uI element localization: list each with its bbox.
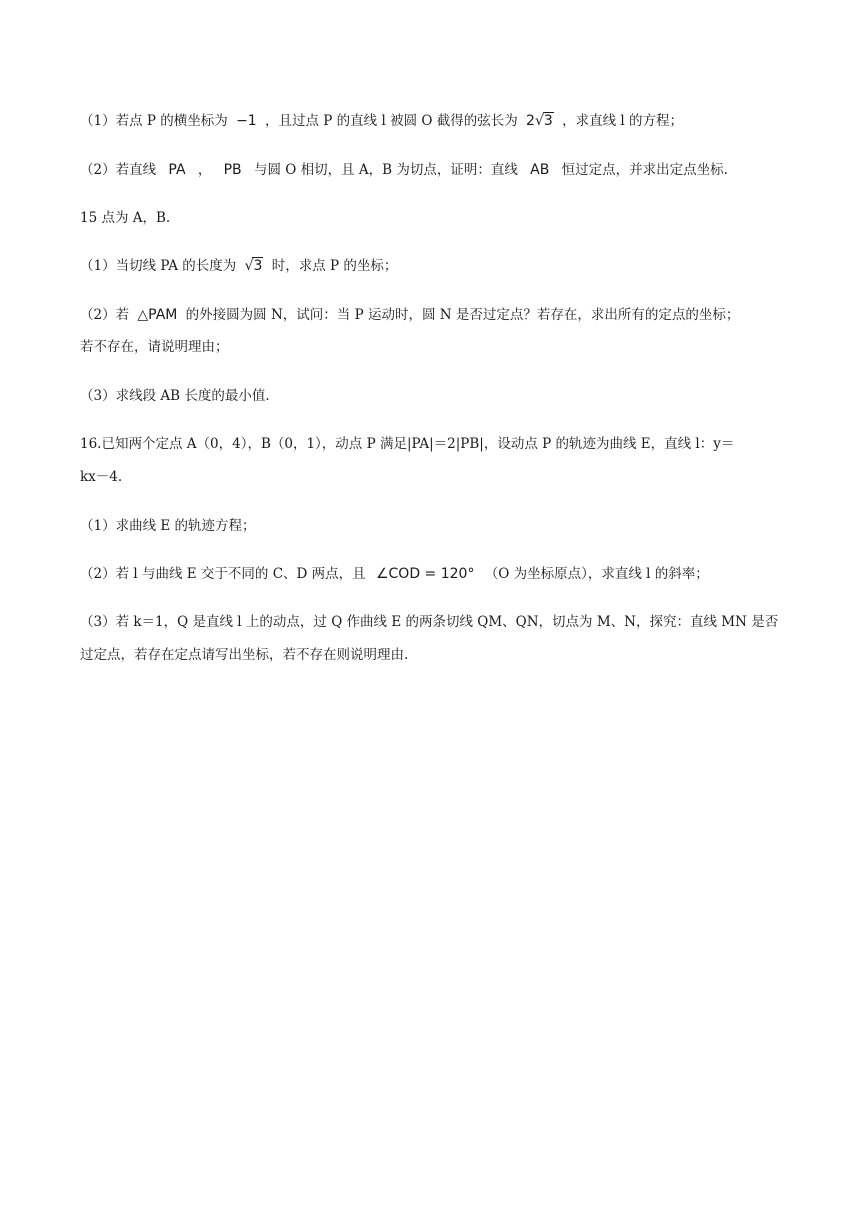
q14-part2-text-b: ， <box>197 162 212 178</box>
q14-part2-pb: PB <box>223 162 242 178</box>
q14-part1 <box>80 111 683 131</box>
q15-part2 <box>80 305 739 325</box>
q16-part2-text-a: （2）若 l 与曲线 E 交于不同的 C、D 两点，且 <box>80 566 366 582</box>
q15-part1-text-a: （1）当切线 PA 的长度为 <box>80 258 237 274</box>
q14-part1-chord-length <box>526 111 554 131</box>
q16-part3-cont: 过定点，若存在定点请写出坐标，若不存在则说明理由. <box>80 647 409 663</box>
q14-part2 <box>80 160 728 180</box>
q16-part2 <box>80 564 709 584</box>
q16-stem: 16.已知两个定点 A（0，4），B（0，1），动点 P 满足|PA|＝2|PB|，设动点 P 的轨迹为曲线 E，直线 l：y＝ <box>80 436 735 452</box>
q15-part3: （3）求线段 AB 长度的最小值. <box>80 388 270 404</box>
q15-header: 15 点为 A，B. <box>80 210 171 226</box>
q14-part1-radicand: 3 <box>543 113 553 129</box>
q14-part1-text-c: ，求直线 l 的方程； <box>562 113 683 129</box>
q15-part2-text-b: 的外接圆为圆 N，试问：当 P 运动时，圆 N 是否过定点？若存在，求出所有的定点的坐标； <box>185 307 740 323</box>
q16-part2-angle: ∠COD = 120° <box>375 566 475 582</box>
sqrt-icon: √ <box>244 258 254 274</box>
q14-part2-text-a: （2）若直线 <box>80 162 157 178</box>
sqrt-icon: √ <box>534 113 544 129</box>
q14-part1-text-a: （1）若点 P 的横坐标为 <box>80 113 228 129</box>
q15-part2-text-a: （2）若 <box>80 307 130 323</box>
q16-part3: （3）若 k＝1，Q 是直线 l 上的动点，过 Q 作曲线 E 的两条切线 QM、QN，切点为 M、N，探究：直线 MN 是否 <box>80 614 779 630</box>
q14-part2-text-c: 与圆 O 相切，且 A，B 为切点，证明：直线 <box>253 162 518 178</box>
q14-part2-ab: AB <box>530 162 550 178</box>
q14-part1-value: −1 <box>236 113 257 129</box>
q15-part1-text-b: 时，求点 P 的坐标； <box>271 258 398 274</box>
q15-part1-radicand: 3 <box>253 258 263 274</box>
q16-part2-text-b: （O 为坐标原点），求直线 l 的斜率； <box>484 566 709 582</box>
q14-part1-text-b: ，且过点 P 的直线 l 被圆 O 截得的弦长为 <box>265 113 518 129</box>
q15-part1 <box>80 256 397 276</box>
q14-part2-pa: PA <box>168 162 186 178</box>
q15-part2-cont: 若不存在，请说明理由； <box>80 339 229 355</box>
q15-part1-length <box>245 256 264 276</box>
q16-part1: （1）求曲线 E 的轨迹方程； <box>80 518 256 534</box>
q15-part2-triangle: △PAM <box>137 307 178 323</box>
q14-part1-coef: 2 <box>526 113 535 129</box>
q16-stem-cont: kx－4. <box>80 469 123 485</box>
q14-part2-text-d: 恒过定点，并求出定点坐标. <box>561 162 728 178</box>
